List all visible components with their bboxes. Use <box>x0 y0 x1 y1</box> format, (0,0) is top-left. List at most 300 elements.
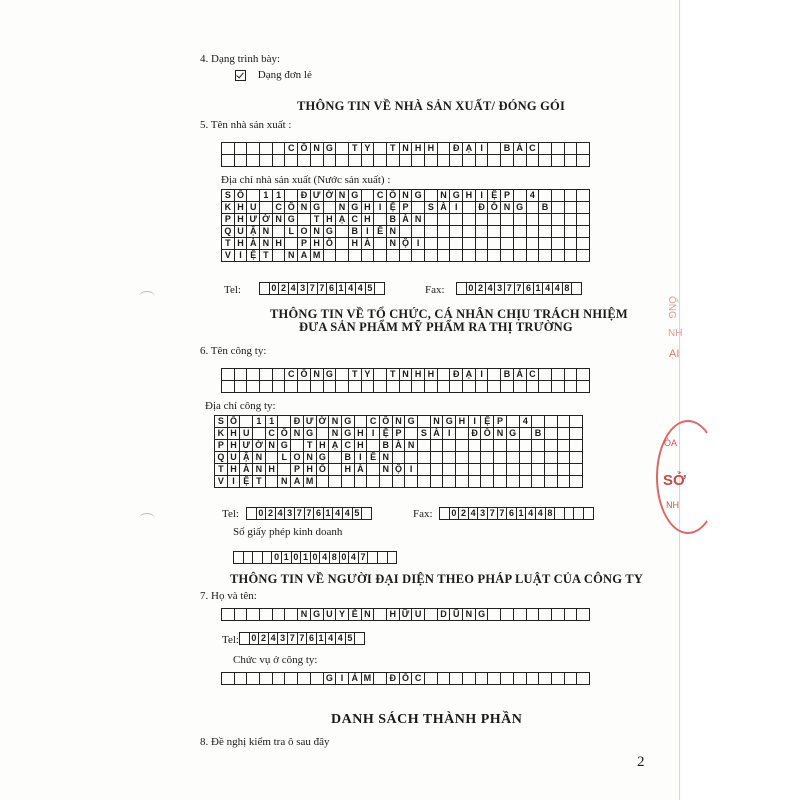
digit-row <box>246 507 371 520</box>
form-box <box>221 672 235 685</box>
form-box: P <box>399 201 413 214</box>
form-box <box>500 249 514 262</box>
form-box: Ạ <box>328 439 342 452</box>
form-box <box>564 154 578 167</box>
form-box: H <box>227 439 241 452</box>
form-box <box>259 608 273 621</box>
form-box: Đ <box>449 368 463 381</box>
digit-row <box>259 282 384 295</box>
form-box: Ạ <box>335 213 349 226</box>
form-box <box>493 475 507 488</box>
manufacturer-name-grid <box>221 142 589 166</box>
form-box: 6 <box>306 632 317 645</box>
form-box: 4 <box>526 189 540 202</box>
form-box: 3 <box>284 507 295 520</box>
form-box <box>500 154 514 167</box>
form-box <box>335 249 349 262</box>
form-box: H <box>411 368 425 381</box>
form-box <box>576 154 590 167</box>
form-box <box>348 154 362 167</box>
form-box: Ậ <box>246 225 260 238</box>
form-box: U <box>239 427 253 440</box>
form-box <box>487 249 501 262</box>
form-box <box>526 380 540 393</box>
form-box: N <box>272 213 286 226</box>
form-box: N <box>437 189 451 202</box>
form-box: N <box>361 608 375 621</box>
form-box: N <box>399 368 413 381</box>
item7-label: 7. Họ và tên: <box>200 590 257 602</box>
form-box <box>526 154 540 167</box>
form-box: I <box>468 415 482 428</box>
heading-ingredients: DANH SÁCH THÀNH PHẦN <box>331 712 523 727</box>
form-box: Ô <box>297 142 311 155</box>
form-box: N <box>335 201 349 214</box>
form-box: 7 <box>497 507 508 520</box>
form-box: À <box>430 427 444 440</box>
form-box <box>442 475 456 488</box>
form-box: 4 <box>345 282 356 295</box>
form-box: T <box>386 142 400 155</box>
form-box: Ộ <box>392 463 406 476</box>
form-box <box>386 249 400 262</box>
form-box: 2 <box>458 507 469 520</box>
form-box: N <box>252 451 266 464</box>
form-box <box>500 380 514 393</box>
form-box: D <box>437 608 451 621</box>
form-box <box>221 608 235 621</box>
form-box: Ồ <box>480 427 494 440</box>
form-box <box>348 380 362 393</box>
form-box: Ờ <box>323 189 337 202</box>
stamp-fragment: ỐNG <box>666 296 677 319</box>
char-row <box>214 475 582 487</box>
form-box: G <box>323 368 337 381</box>
form-box <box>323 380 337 393</box>
form-box: S <box>417 427 431 440</box>
form-box: S <box>424 201 438 214</box>
char-row <box>214 439 582 451</box>
form-box: I <box>475 142 489 155</box>
form-box: G <box>323 672 337 685</box>
form-box: Đ <box>297 189 311 202</box>
form-box: 1 <box>516 507 527 520</box>
form-box: 1 <box>323 507 334 520</box>
form-box: Ố <box>399 672 413 685</box>
form-box: G <box>341 415 355 428</box>
form-box <box>544 475 558 488</box>
heading-manufacturer: THÔNG TIN VỀ NHÀ SẢN XUẤT/ ĐÓNG GÓI <box>297 99 566 113</box>
form-box: B <box>500 368 514 381</box>
form-box: 8 <box>562 282 573 295</box>
form-box: N <box>297 608 311 621</box>
char-row <box>221 154 589 166</box>
company-address-label: Địa chỉ công ty: <box>205 400 276 412</box>
form-box: Ô <box>277 427 291 440</box>
form-box <box>272 249 286 262</box>
form-box <box>538 154 552 167</box>
representative-tel-label: Tel: <box>222 634 239 646</box>
form-box: 0 <box>449 507 460 520</box>
form-box <box>487 154 501 167</box>
form-box <box>424 672 438 685</box>
form-box <box>221 154 235 167</box>
form-box: 0 <box>339 551 350 564</box>
form-box: 4 <box>342 507 353 520</box>
form-box: O <box>290 451 304 464</box>
form-box: T <box>214 463 228 476</box>
form-box: Ữ <box>399 608 413 621</box>
form-box: L <box>277 451 291 464</box>
form-box: C <box>348 213 362 226</box>
form-box: I <box>234 249 248 262</box>
char-row <box>221 201 589 213</box>
form-box <box>221 380 235 393</box>
form-box <box>323 249 337 262</box>
form-box: T <box>386 368 400 381</box>
form-box <box>399 249 413 262</box>
form-box: Ư <box>303 415 317 428</box>
form-box <box>449 249 463 262</box>
form-box: U <box>246 201 260 214</box>
form-box <box>437 154 451 167</box>
form-box: 7 <box>317 282 328 295</box>
form-box: 0 <box>271 551 282 564</box>
form-box <box>297 672 311 685</box>
form-box: H <box>386 608 400 621</box>
form-box: H <box>234 201 248 214</box>
form-box: Á <box>348 672 362 685</box>
digit-row <box>233 551 396 564</box>
form-box: 1 <box>533 282 544 295</box>
form-box: N <box>379 463 393 476</box>
form-box: 6 <box>326 282 337 295</box>
form-box: À <box>392 439 406 452</box>
position-label: Chức vụ ở công ty: <box>233 654 318 666</box>
form-box <box>411 380 425 393</box>
form-box: 1 <box>281 551 292 564</box>
form-box: 7 <box>304 507 315 520</box>
stamp-fragment: NH <box>666 500 679 510</box>
form-box: H <box>234 237 248 250</box>
form-box <box>272 608 286 621</box>
char-row <box>221 608 589 620</box>
form-box: N <box>328 427 342 440</box>
checked-box-icon <box>235 70 246 81</box>
form-box: G <box>506 427 520 440</box>
form-box: I <box>411 237 425 250</box>
form-box <box>480 475 494 488</box>
form-box <box>272 672 286 685</box>
form-box <box>551 672 565 685</box>
company-tel-grid <box>246 507 371 520</box>
form-box <box>411 154 425 167</box>
form-box: U <box>411 608 425 621</box>
form-box <box>576 380 590 393</box>
form-box: 7 <box>307 282 318 295</box>
form-box: C <box>284 142 298 155</box>
form-box <box>297 154 311 167</box>
form-box <box>404 475 418 488</box>
form-box: 0 <box>466 282 477 295</box>
form-box <box>328 475 342 488</box>
form-box: C <box>373 189 387 202</box>
form-box <box>373 672 387 685</box>
form-box: 4 <box>468 507 479 520</box>
form-box <box>564 608 578 621</box>
form-box: Q <box>214 451 228 464</box>
form-box <box>417 475 431 488</box>
form-box: C <box>284 368 298 381</box>
form-box: U <box>323 608 337 621</box>
form-box: T <box>259 249 273 262</box>
form-box <box>374 282 385 295</box>
form-box: B <box>500 142 514 155</box>
form-box <box>246 380 260 393</box>
form-box: P <box>290 463 304 476</box>
char-row <box>221 225 589 237</box>
form-box: N <box>411 213 425 226</box>
form-box <box>506 475 520 488</box>
form-box: Đ <box>475 201 489 214</box>
form-box: À <box>246 237 260 250</box>
form-box: 7 <box>297 632 308 645</box>
form-box: 4 <box>485 282 496 295</box>
company-name-grid <box>221 368 589 392</box>
form-box: I <box>366 427 380 440</box>
form-box <box>246 608 260 621</box>
form-box <box>399 154 413 167</box>
form-box: 0 <box>249 632 260 645</box>
form-box: 4 <box>519 415 533 428</box>
form-box: G <box>404 415 418 428</box>
form-box <box>551 380 565 393</box>
form-box: 6 <box>506 507 517 520</box>
form-box: P <box>392 427 406 440</box>
form-box: 0 <box>269 282 280 295</box>
form-box: 5 <box>345 632 356 645</box>
form-box: H <box>323 213 337 226</box>
form-box: 5 <box>365 282 376 295</box>
form-box <box>557 475 571 488</box>
form-box <box>475 380 489 393</box>
form-box: C <box>411 672 425 685</box>
form-box: 0 <box>291 551 302 564</box>
form-box <box>449 154 463 167</box>
form-box: 3 <box>494 282 505 295</box>
form-box: H <box>227 427 241 440</box>
form-box: G <box>348 201 362 214</box>
position-grid <box>221 672 589 684</box>
form-box: 4 <box>325 632 336 645</box>
char-row <box>221 189 589 201</box>
form-box: H <box>462 189 476 202</box>
form-box: N <box>259 237 273 250</box>
form-box: C <box>526 142 540 155</box>
form-box: H <box>354 427 368 440</box>
form-box <box>387 551 398 564</box>
form-box: B <box>538 201 552 214</box>
form-box: G <box>284 213 298 226</box>
form-box: Ô <box>379 415 393 428</box>
form-box: N <box>284 249 298 262</box>
form-box <box>366 475 380 488</box>
form-box: U <box>227 451 241 464</box>
form-box: N <box>386 225 400 238</box>
form-box: B <box>379 439 393 452</box>
form-box: T <box>303 439 317 452</box>
form-box: L <box>284 225 298 238</box>
form-box <box>538 380 552 393</box>
form-box <box>310 672 324 685</box>
form-box <box>341 475 355 488</box>
manufacturer-tel-label: Tel: <box>224 284 241 296</box>
form-box: Q <box>221 225 235 238</box>
form-box: À <box>239 463 253 476</box>
form-box: Ồ <box>487 201 501 214</box>
heading-representative: THÔNG TIN VỀ NGƯỜI ĐẠI DIỆN THEO PHÁP LUẬT CỦA CÔNG TY <box>230 572 644 586</box>
form-box: Ệ <box>480 415 494 428</box>
representative-name-grid <box>221 608 589 620</box>
char-row <box>221 249 589 261</box>
form-box <box>487 608 501 621</box>
form-box <box>449 380 463 393</box>
form-box <box>234 672 248 685</box>
form-box: Y <box>335 608 349 621</box>
form-box: G <box>310 201 324 214</box>
form-box: M <box>310 249 324 262</box>
form-box <box>531 475 545 488</box>
form-box: Ê <box>373 225 387 238</box>
form-box: N <box>328 415 342 428</box>
form-box: Ệ <box>487 189 501 202</box>
form-box: P <box>221 213 235 226</box>
form-box: I <box>475 368 489 381</box>
form-box: 8 <box>329 551 340 564</box>
form-box: H <box>272 237 286 250</box>
form-box: 2 <box>475 282 486 295</box>
manufacturer-address-label: Địa chỉ nhà sản xuất (Nước sản xuất) : <box>221 174 391 186</box>
form-box <box>462 380 476 393</box>
form-box: H <box>424 368 438 381</box>
manufacturer-address-grid <box>221 189 589 261</box>
form-box <box>526 249 540 262</box>
form-box <box>373 154 387 167</box>
form-box: T <box>348 368 362 381</box>
form-box: 0 <box>256 507 267 520</box>
char-row <box>221 213 589 225</box>
char-row <box>214 427 582 439</box>
form-box: G <box>411 189 425 202</box>
form-box <box>513 249 527 262</box>
form-box: S <box>221 189 235 202</box>
form-box: Ệ <box>239 475 253 488</box>
form-box: 1 <box>272 189 286 202</box>
form-box: N <box>500 201 514 214</box>
business-license-label: Số giấy phép kinh doanh <box>233 526 343 538</box>
form-box: 7 <box>358 551 369 564</box>
form-box <box>265 475 279 488</box>
representative-tel-grid <box>239 632 364 645</box>
form-box: 1 <box>265 415 279 428</box>
form-box <box>449 672 463 685</box>
form-box <box>316 475 330 488</box>
form-box: T <box>310 213 324 226</box>
form-box: Đ <box>290 415 304 428</box>
char-row <box>214 451 582 463</box>
form-box: K <box>214 427 228 440</box>
form-box <box>354 632 365 645</box>
form-box <box>475 672 489 685</box>
form-box: 4 <box>332 507 343 520</box>
company-address-grid <box>214 415 582 487</box>
form-box <box>564 380 578 393</box>
form-box: T <box>348 142 362 155</box>
form-box: Ễ <box>348 608 362 621</box>
form-box: 4 <box>288 282 299 295</box>
form-box: 4 <box>348 551 359 564</box>
item4-option <box>235 69 312 81</box>
form-box <box>513 154 527 167</box>
form-box: B <box>531 427 545 440</box>
form-box: N <box>399 142 413 155</box>
form-box: N <box>252 463 266 476</box>
form-box: N <box>297 201 311 214</box>
form-box <box>284 672 298 685</box>
form-box: Đ <box>386 672 400 685</box>
form-box: À <box>437 201 451 214</box>
form-box <box>519 475 533 488</box>
form-box: 1 <box>336 282 347 295</box>
form-box: G <box>323 142 337 155</box>
manufacturer-fax-label: Fax: <box>425 284 445 296</box>
form-box: G <box>449 189 463 202</box>
form-box: N <box>259 225 273 238</box>
form-box: N <box>303 451 317 464</box>
form-box <box>455 475 469 488</box>
form-box: I <box>361 225 375 238</box>
form-box <box>551 608 565 621</box>
form-box: B <box>348 225 362 238</box>
form-box: I <box>449 201 463 214</box>
form-box: A <box>297 249 311 262</box>
form-box: Y <box>361 142 375 155</box>
form-box: H <box>455 415 469 428</box>
form-box <box>526 608 540 621</box>
form-box <box>411 249 425 262</box>
form-box: V <box>221 249 235 262</box>
form-box <box>475 154 489 167</box>
form-box: I <box>335 672 349 685</box>
form-box <box>310 380 324 393</box>
form-box <box>538 672 552 685</box>
form-box: Ờ <box>316 415 330 428</box>
form-box <box>297 380 311 393</box>
form-box: 7 <box>514 282 525 295</box>
form-box: N <box>310 368 324 381</box>
form-box <box>354 475 368 488</box>
form-box: Ạ <box>462 368 476 381</box>
form-box: À <box>399 213 413 226</box>
form-box: Đ <box>468 427 482 440</box>
form-box <box>571 282 582 295</box>
form-box <box>361 380 375 393</box>
form-box <box>373 608 387 621</box>
form-box: I <box>442 427 456 440</box>
form-box: N <box>277 475 291 488</box>
stamp-fragment: ẠI <box>669 348 680 360</box>
form-box <box>538 608 552 621</box>
